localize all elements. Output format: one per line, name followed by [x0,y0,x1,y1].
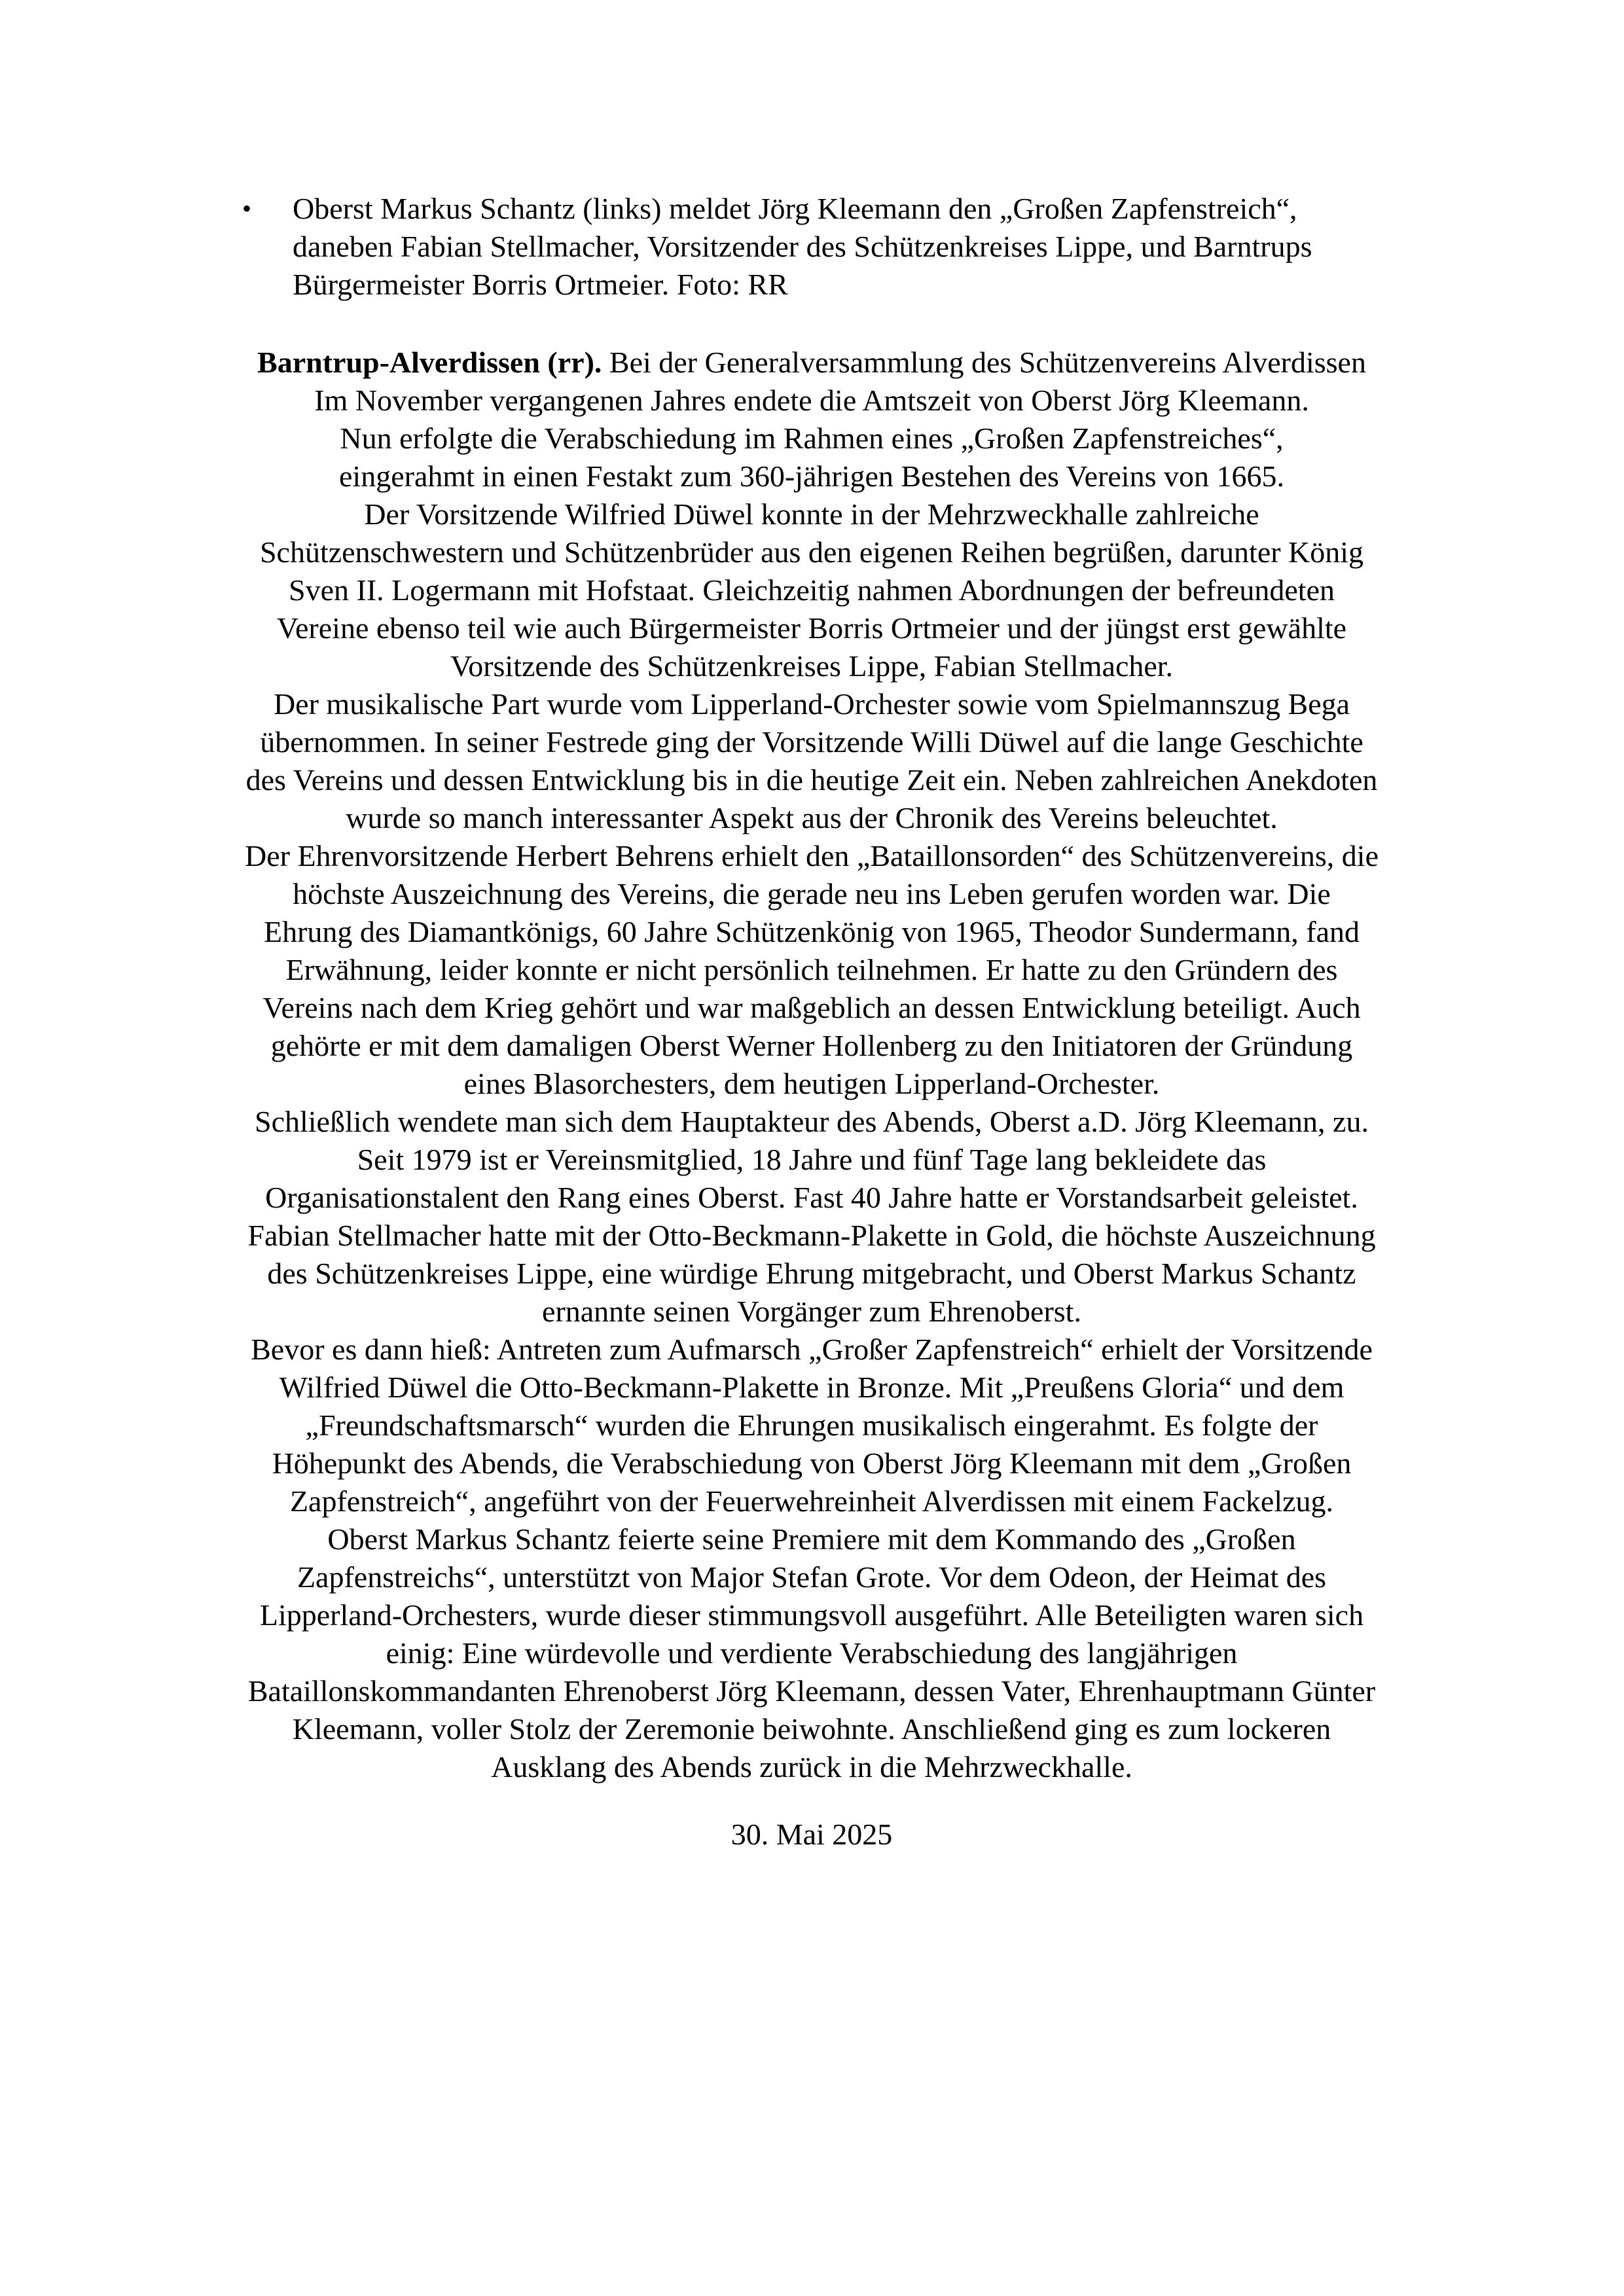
article-line: Im November vergangenen Jahres endete die Amtszeit von Oberst Jörg Kleemann. [314,384,1309,417]
article-line: Vorsitzende des Schützenkreises Lippe, Fabian Stellmacher. [450,649,1174,683]
article-line: ernannte seinen Vorgänger zum Ehrenoberst. [542,1295,1081,1328]
article-line: Lipperland-Orchesters, wurde dieser stimmungsvoll ausgeführt. Alle Beteiligten waren sich [259,1598,1364,1632]
article-line: gehörte er mit dem damaligen Oberst Werner Hollenberg zu den Initiatoren der Gründung [270,1029,1353,1062]
article-line: Erwähnung, leider konnte er nicht persönlich teilnehmen. Er hatte zu den Gründern des [285,953,1338,986]
article-line: Schließlich wendete man sich dem Hauptakteur des Abends, Oberst a.D. Jörg Kleemann, zu. [255,1105,1369,1138]
article-line: Ehrung des Diamantkönigs, 60 Jahre Schützenkönig von 1965, Theodor Sundermann, fand [263,915,1360,948]
publication-date: 30. Mai 2025 [731,1818,893,1851]
article-line: Seit 1979 ist er Vereinsmitglied, 18 Jahre und fünf Tage lang bekleidete das [357,1143,1267,1176]
article-first-line-text: Bei der Generalversammlung des Schützenvereins Alverdissen [602,346,1366,379]
article-line: Bevor es dann hieß: Antreten zum Aufmarsch „Großer Zapfenstreich“ erhielt der Vorsitzende [251,1333,1373,1366]
article-line: Wilfried Düwel die Otto-Beckmann-Plakette in Bronze. Mit „Preußens Gloria“ und dem [279,1371,1344,1404]
article-line: Schützenschwestern und Schützenbrüder aus den eigenen Reihen begrüßen, darunter König [259,535,1364,569]
article-line: höchste Auszeichnung des Vereins, die gerade neu ins Leben gerufen worden war. Die [293,877,1331,910]
article-line: Zapfenstreichs“, unterstützt von Major Stefan Grote. Vor dem Odeon, der Heimat des [297,1560,1327,1594]
article-line: einig: Eine würdevolle und verdiente Verabschiedung des langjährigen [386,1636,1238,1670]
article-line: Zapfenstreich“, angeführt von der Feuerwehreinheit Alverdissen mit einem Fackelzug. [289,1484,1334,1518]
article-line: übernommen. In seiner Festrede ging der Vorsitzende Willi Düwel auf die lange Geschichte [260,725,1363,759]
article-line: Oberst Markus Schantz feierte seine Premiere mit dem Kommando des „Großen [327,1522,1296,1556]
article-line: Vereins nach dem Krieg gehört und war maßgeblich an dessen Entwicklung beteiligt. Auch [262,991,1361,1024]
article-line: „Freundschaftsmarsch“ wurden die Ehrungen musikalisch eingerahmt. Es folgte der [305,1408,1318,1442]
article-body [177,344,1447,1786]
photo-caption [242,190,1486,304]
article-line: des Vereins und dessen Entwicklung bis in die heutige Zeit ein. Neben zahlreichen Anekdoten [245,763,1378,797]
article-line: Nun erfolgte die Verabschiedung im Rahmen eines „Großen Zapfenstreiches“, [340,422,1284,455]
article-line: Fabian Stellmacher hatte mit der Otto-Beckmann-Plakette in Gold, die höchste Auszeichnung [247,1219,1376,1252]
article-dateline: Barntrup-Alverdissen (rr). [257,346,602,379]
caption-line: Bürgermeister Borris Ortmeier. Foto: RR [293,268,788,301]
article-line: Bataillonskommandanten Ehrenoberst Jörg Kleemann, dessen Vater, Ehrenhauptmann Günter [247,1674,1376,1708]
article-line: Der musikalische Part wurde vom Lipperland-Orchester sowie vom Spielmannszug Bega [273,687,1350,721]
article-first-line [177,344,1447,382]
article-line: eingerahmt in einen Festakt zum 360-jährigen Bestehen des Vereins von 1665. [339,459,1284,493]
article-line: Höhepunkt des Abends, die Verabschiedung von Oberst Jörg Kleemann mit dem „Großen [272,1446,1352,1480]
article-line: Kleemann, voller Stolz der Zeremonie beiwohnte. Anschließend ging es zum lockeren [292,1712,1331,1746]
article-line: Organisationstalent den Rang eines Oberst. Fast 40 Jahre hatte er Vorstandsarbeit geleistet. [265,1181,1358,1214]
caption-line: Oberst Markus Schantz (links) meldet Jörg Kleemann den „Großen Zapfenstreich“, [293,192,1297,225]
article-line: Vereine ebenso teil wie auch Bürgermeister Borris Ortmeier und der jüngst erst gewählte [276,611,1347,645]
article-line: eines Blasorchesters, dem heutigen Lipperland-Orchester. [463,1067,1160,1100]
article-line: des Schützenkreises Lippe, eine würdige Ehrung mitgebracht, und Oberst Markus Schantz [267,1257,1356,1290]
article-line: Der Vorsitzende Wilfried Düwel konnte in der Mehrzweckhalle zahlreiche [364,497,1259,531]
bullet-point: • [242,194,252,223]
article-line: Sven II. Logermann mit Hofstaat. Gleichzeitig nahmen Abordnungen der befreundeten [289,573,1335,607]
article-line: Der Ehrenvorsitzende Herbert Behrens erhielt den „Bataillonsorden“ des Schützenvereins, die [244,839,1379,872]
article-line: wurde so manch interessanter Aspekt aus der Chronik des Vereins beleuchtet. [346,801,1278,834]
article-line: Ausklang des Abends zurück in die Mehrzweckhalle. [491,1750,1132,1784]
caption-line: daneben Fabian Stellmacher, Vorsitzender des Schützenkreises Lippe, und Barntrups [293,230,1312,263]
